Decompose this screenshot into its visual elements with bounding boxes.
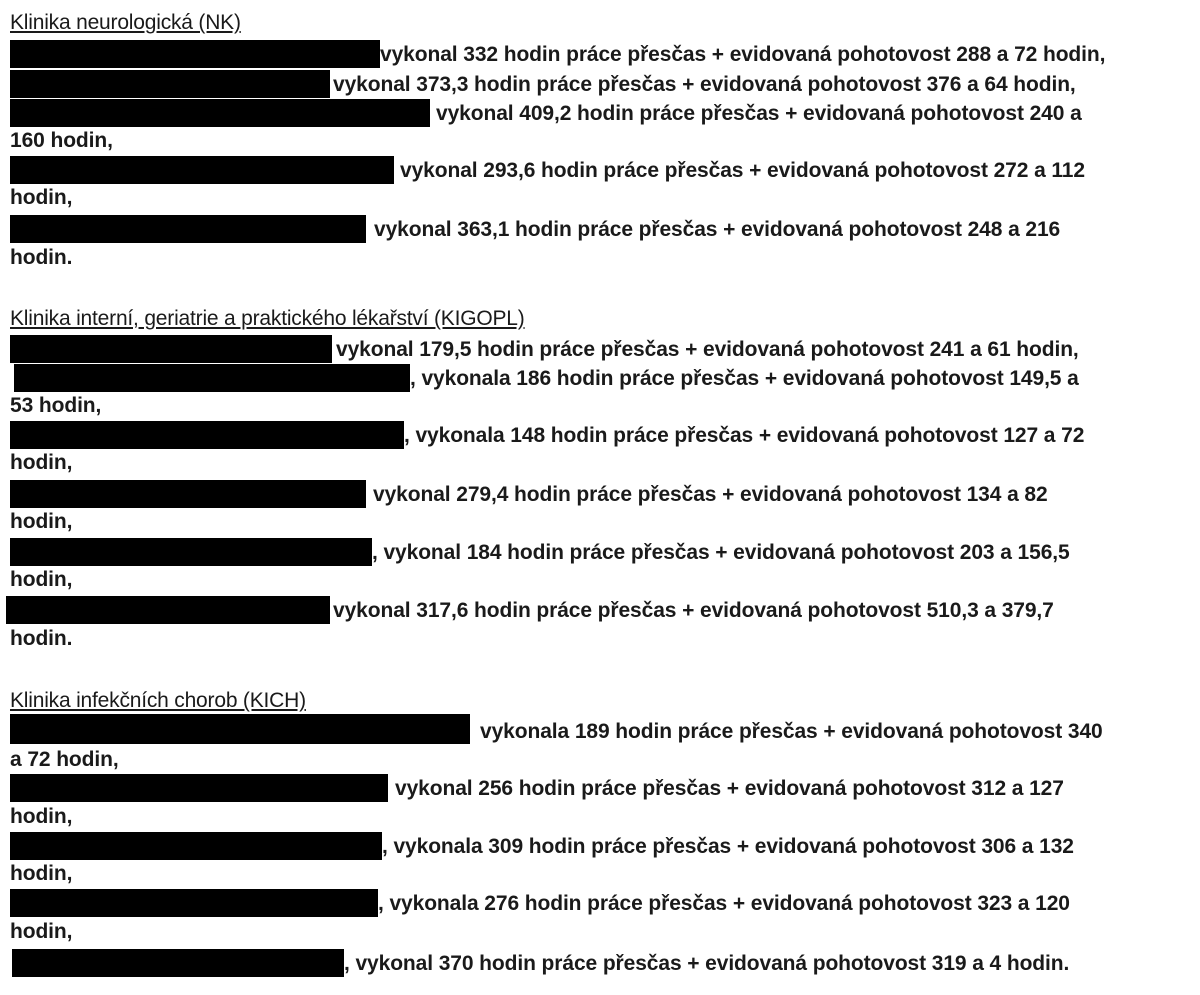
redaction-block xyxy=(10,774,388,802)
entry-text: , vykonala 276 hodin práce přesčas + evidovaná pohotovost 323 a 120 xyxy=(378,892,1070,915)
entry-text-continued: 53 hodin, xyxy=(10,394,102,417)
redaction-block xyxy=(10,538,372,566)
section-heading: Klinika neurologická (NK) xyxy=(10,11,241,34)
entry-text-continued: hodin, xyxy=(10,920,73,943)
entry-text: vykonal 409,2 hodin práce přesčas + evidovaná pohotovost 240 a xyxy=(436,102,1082,125)
redaction-block xyxy=(10,215,366,243)
redaction-block xyxy=(10,421,404,449)
entry-text: vykonal 332 hodin práce přesčas + evidovaná pohotovost 288 a 72 hodin, xyxy=(380,43,1106,66)
entry-text-continued: a 72 hodin, xyxy=(10,748,119,771)
entry-text-continued: hodin, xyxy=(10,451,73,474)
entry-text-continued: hodin, xyxy=(10,510,73,533)
section-heading: Klinika infekčních chorob (KICH) xyxy=(10,689,306,712)
entry-text: , vykonala 309 hodin práce přesčas + evidovaná pohotovost 306 a 132 xyxy=(382,835,1074,858)
entry-text: , vykonal 184 hodin práce přesčas + evidovaná pohotovost 203 a 156,5 xyxy=(372,541,1070,564)
redaction-block xyxy=(10,70,330,98)
entry-text-continued: hodin, xyxy=(10,186,73,209)
entry-text: , vykonal 370 hodin práce přesčas + evidovaná pohotovost 319 a 4 hodin. xyxy=(344,952,1070,975)
redaction-block xyxy=(10,156,394,184)
entry-text: vykonal 293,6 hodin práce přesčas + evidovaná pohotovost 272 a 112 xyxy=(400,159,1085,182)
entry-text: vykonal 363,1 hodin práce přesčas + evidovaná pohotovost 248 a 216 xyxy=(374,218,1061,241)
redaction-block xyxy=(10,832,382,860)
entry-text-continued: hodin. xyxy=(10,246,73,269)
entry-text: vykonal 373,3 hodin práce přesčas + evidovaná pohotovost 376 a 64 hodin, xyxy=(333,73,1076,96)
redaction-block xyxy=(10,480,366,508)
entry-text-continued: hodin. xyxy=(10,627,73,650)
entry-text: vykonal 179,5 hodin práce přesčas + evidovaná pohotovost 241 a 61 hodin, xyxy=(336,338,1079,361)
entry-text: vykonala 189 hodin práce přesčas + evidovaná pohotovost 340 xyxy=(480,720,1103,743)
entry-text-continued: hodin, xyxy=(10,805,73,828)
redaction-block xyxy=(14,364,410,392)
redaction-block xyxy=(10,889,378,917)
entry-text-continued: hodin, xyxy=(10,862,73,885)
entry-text: vykonal 279,4 hodin práce přesčas + evidovaná pohotovost 134 a 82 xyxy=(373,483,1048,506)
entry-text-continued: hodin, xyxy=(10,568,73,591)
entry-text: , vykonala 148 hodin práce přesčas + evidovaná pohotovost 127 a 72 xyxy=(404,424,1085,447)
entry-text: , vykonala 186 hodin práce přesčas + evidovaná pohotovost 149,5 a xyxy=(410,367,1079,390)
redaction-block xyxy=(10,99,430,127)
entry-text: vykonal 256 hodin práce přesčas + evidovaná pohotovost 312 a 127 xyxy=(395,777,1064,800)
redaction-block xyxy=(10,335,332,363)
entry-text: vykonal 317,6 hodin práce přesčas + evidovaná pohotovost 510,3 a 379,7 xyxy=(333,599,1054,622)
entry-text-continued: 160 hodin, xyxy=(10,129,113,152)
redaction-block xyxy=(12,949,344,977)
section-heading: Klinika interní, geriatrie a praktického lékařství (KIGOPL) xyxy=(10,307,525,330)
redaction-block xyxy=(10,40,380,68)
redaction-block xyxy=(6,596,330,624)
redaction-block xyxy=(10,714,470,744)
